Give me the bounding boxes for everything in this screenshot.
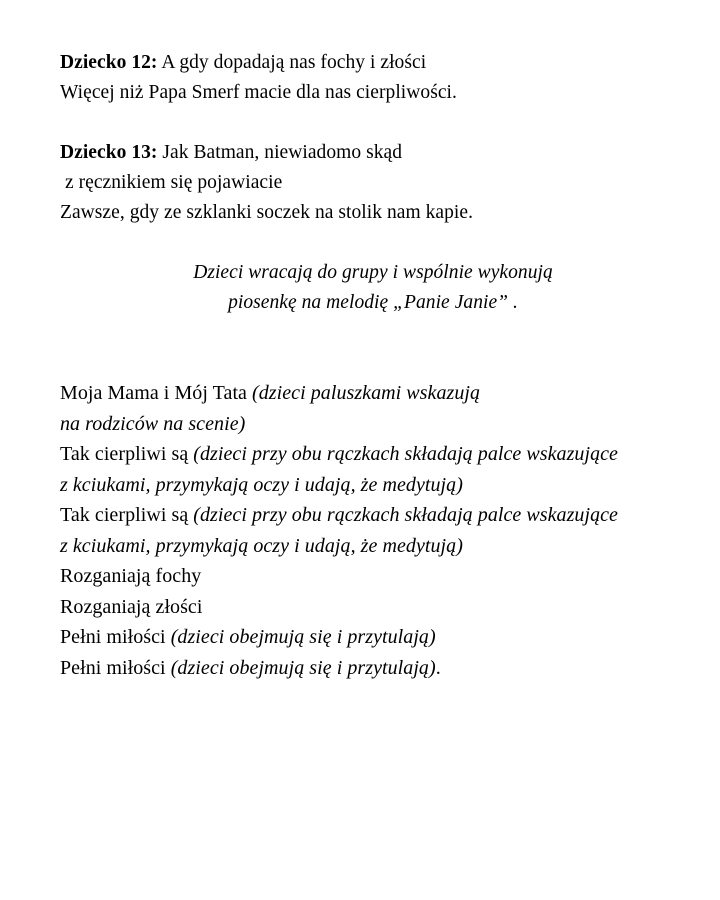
dziecko-12-line-1 (60, 48, 686, 78)
stage-direction-note (60, 258, 686, 318)
stage-note-line-1: Dzieci wracają do grupy i wspólnie wykonują (193, 262, 553, 283)
dziecko-13-line-1 (60, 138, 686, 168)
song-line-3-stage-direction: (dzieci przy obu rączkach składają palce wskazujące (193, 443, 618, 465)
speaker-label-dziecko-13: Dziecko 13: (60, 142, 158, 163)
spacer-after-dziecko-13 (60, 228, 686, 258)
song-line-10 (60, 653, 686, 684)
song-line-4 (60, 470, 686, 501)
speaker-label-dziecko-12: Dziecko 12: (60, 52, 158, 73)
stage-note-line-2: piosenkę na melodię „Panie Janie” . (228, 292, 518, 313)
song-line-2 (60, 409, 686, 440)
dziecko-13-line-1-text: Jak Batman, niewiadomo skąd (157, 142, 403, 163)
speech-block-dziecko-13 (60, 138, 686, 228)
song-lyrics-block (60, 378, 686, 683)
song-line-5-text: Tak cierpliwi są (60, 504, 194, 526)
song-line-10-stage-direction: (dzieci obejmują się i przytulają) (170, 656, 436, 679)
song-line-9 (60, 622, 686, 653)
dziecko-12-line-1-text: A gdy dopadają nas fochy i złości (157, 52, 427, 73)
song-line-4-stage-direction: z kciukami, przymykają oczy i udają, że medytują) (60, 473, 463, 496)
speech-block-dziecko-12 (60, 48, 686, 108)
song-line-1-text: Moja Mama i Mój Tata (60, 382, 253, 404)
song-line-8: Rozganiają złości (60, 595, 203, 618)
song-line-9-text: Pełni miłości (60, 626, 171, 648)
song-line-1-stage-direction: (dzieci paluszkami wskazują (252, 382, 481, 404)
spacer-after-dziecko-12 (60, 108, 686, 138)
song-line-3 (60, 439, 686, 470)
song-line-6-stage-direction: z kciukami, przymykają oczy i udają, że medytują) (60, 534, 463, 557)
dziecko-12-line-2: Więcej niż Papa Smerf macie dla nas cierpliwości. (60, 82, 457, 103)
song-line-10-final-punctuation: . (435, 656, 441, 679)
dziecko-13-line-3: Zawsze, gdy ze szklanki soczek na stolik nam kapie. (60, 202, 473, 223)
song-line-6 (60, 531, 686, 562)
dziecko-13-line-2: z ręcznikiem się pojawiacie (60, 172, 283, 193)
song-line-3-text: Tak cierpliwi są (60, 443, 194, 465)
song-line-5-stage-direction: (dzieci przy obu rączkach składają palce wskazujące (193, 504, 618, 526)
song-line-9-stage-direction: (dzieci obejmują się i przytulają) (170, 626, 436, 648)
spacer-before-song (60, 318, 686, 378)
song-line-10-text: Pełni miłości (60, 656, 171, 679)
song-line-7: Rozganiają fochy (60, 565, 202, 587)
song-line-5 (60, 500, 686, 531)
song-line-1 (60, 378, 686, 409)
song-line-2-stage-direction: na rodziców na scenie) (60, 412, 246, 435)
